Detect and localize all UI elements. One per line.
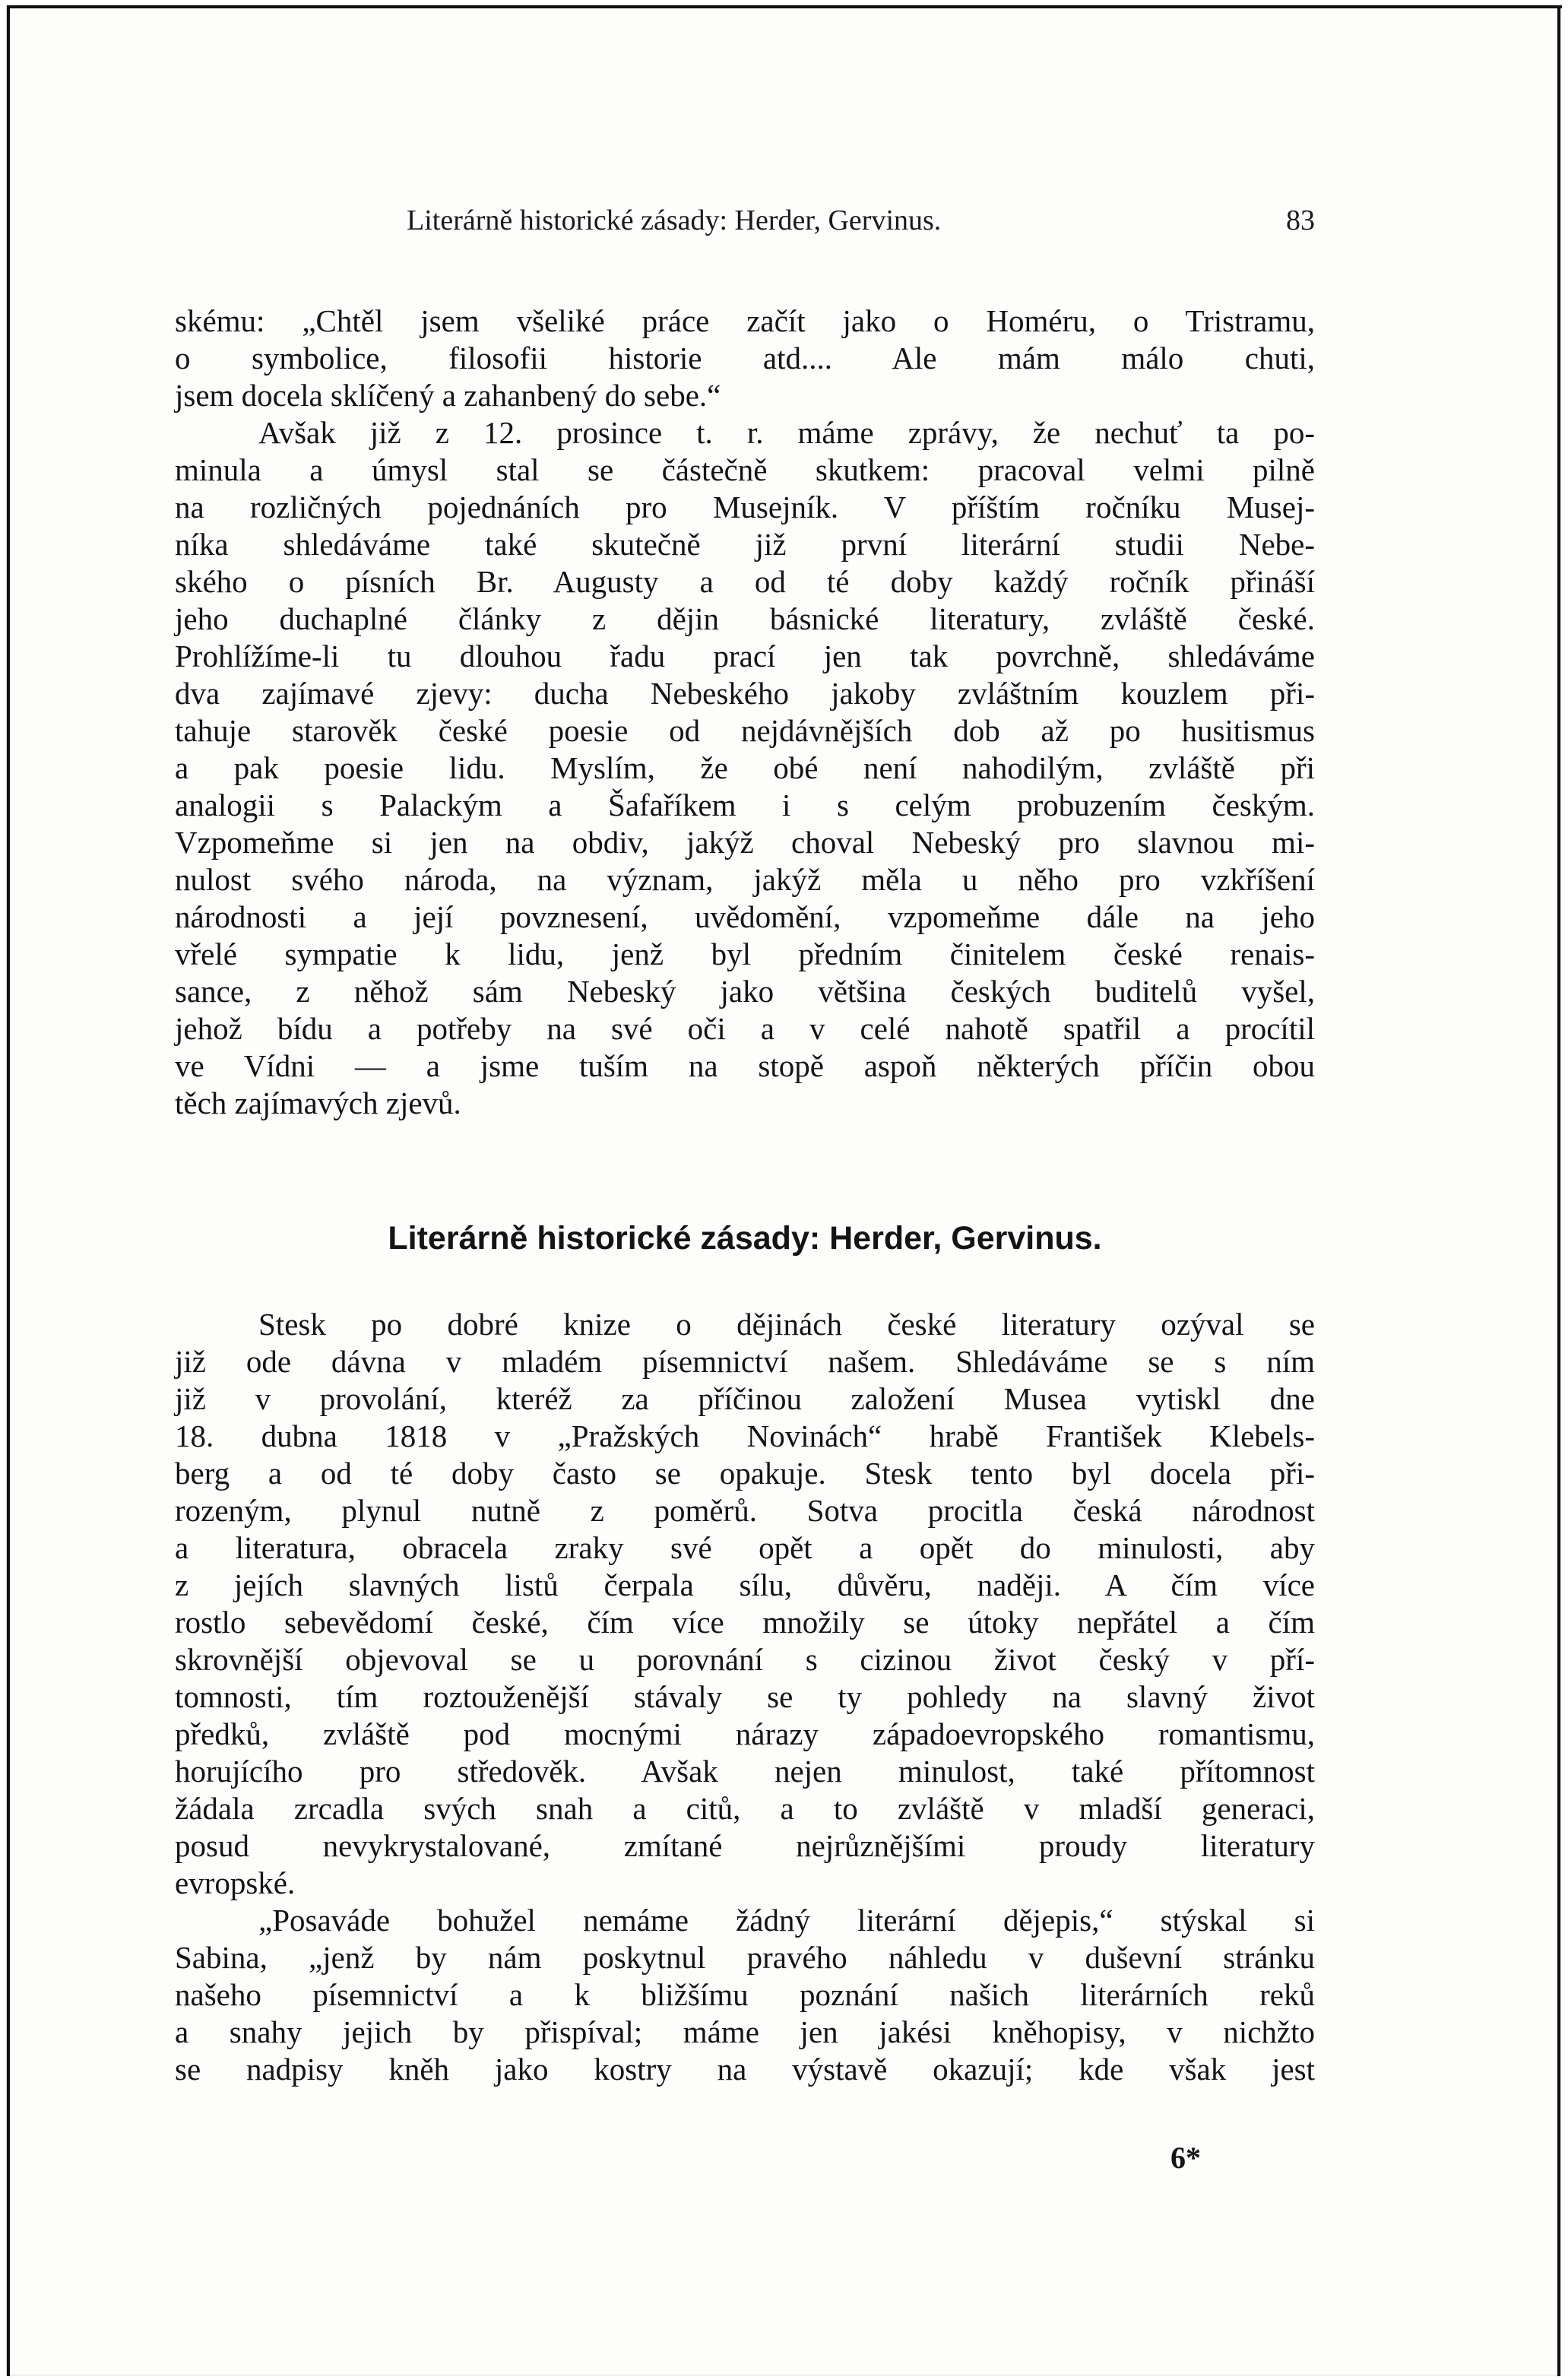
text-line: níka shledáváme také skutečně již první literární studii Nebe-	[175, 527, 1315, 562]
text-line: horujícího pro středověk. Avšak nejen minulost, také přítomnost	[175, 1754, 1315, 1789]
text-line: skému: „Chtěl jsem všeliké práce začít jako o Homéru, o Tristramu,	[175, 303, 1315, 338]
text-line: předků, zvláště pod mocnými nárazy západoevropského romantismu,	[175, 1716, 1315, 1751]
text-line: Sabina, „jenž by nám poskytnul pravého náhledu v duševní stránku	[175, 1940, 1315, 1975]
text-line: jsem docela sklíčený a zahanbený do sebe.“	[175, 378, 721, 413]
page-number: 83	[1286, 204, 1315, 236]
text-line: tomnosti, tím roztouženější stávaly se ty pohledy na slavný život	[175, 1679, 1315, 1714]
signature-mark: 6*	[1170, 2141, 1201, 2175]
section-heading: Literárně historické zásady: Herder, Gervinus.	[388, 1220, 1102, 1257]
text-line: tahuje starověk české poesie od nejdávnějších dob až po husitismus	[175, 713, 1315, 748]
text-line: vřelé sympatie k lidu, jenž byl předním činitelem české renais-	[175, 936, 1315, 971]
text-line: minula a úmysl stal se částečně skutkem: pracoval velmi pilně	[175, 452, 1315, 487]
text-line: analogii s Palackým a Šafaříkem i s celým probuzením českým.	[175, 788, 1315, 822]
running-head-title: Literárně historické zásady: Herder, Gervinus.	[407, 204, 942, 236]
paragraph-stesk	[175, 1306, 1315, 1902]
text-line: Vzpomeňme si jen na obdiv, jakýž choval Nebeský pro slavnou mi-	[175, 825, 1315, 860]
text-line: žádala zrcadla svých snah a citů, a to zvláště v mladší generaci,	[175, 1791, 1315, 1826]
text-line: již v provolání, kteréž za příčinou založení Musea vytiskl dne	[175, 1381, 1315, 1416]
text-line: se nadpisy kněh jako kostry na výstavě okazují; kde však jest	[175, 2052, 1315, 2087]
text-line: o symbolice, filosofii historie atd.... Ale mám málo chuti,	[175, 341, 1315, 376]
text-line: Prohlížíme-li tu dlouhou řadu prací jen tak povrchně, shledáváme	[175, 639, 1315, 673]
text-line: nulost svého národa, na význam, jakýž měla u něho pro vzkříšení	[175, 862, 1315, 897]
text-line: jehož bídu a potřeby na své oči a v celé nahotě spatřil a procítil	[175, 1011, 1315, 1046]
text-line: ve Vídni — a jsme tuším na stopě aspoň některých příčin obou	[175, 1048, 1315, 1083]
text-line: našeho písemnictví a k bližšímu poznání našich literárních reků	[175, 1977, 1315, 2012]
paragraph-sabina-quote	[175, 1902, 1315, 2088]
text-line: a snahy jejich by přispíval; máme jen jakési kněhopisy, v nichžto	[175, 2014, 1315, 2049]
text-line: dva zajímavé zjevy: ducha Nebeského jakoby zvláštním kouzlem při-	[175, 676, 1315, 711]
text-line: těch zajímavých zjevů.	[175, 1085, 461, 1120]
text-line: Stesk po dobré knize o dějinách české literatury ozýval se	[258, 1307, 1315, 1342]
text-line: rozeným, plynul nutně z poměrů. Sotva procitla česká národnost	[175, 1493, 1315, 1528]
text-line: berg a od té doby často se opakuje. Stesk tento byl docela při-	[175, 1456, 1315, 1491]
text-line: ského o písních Br. Augusty a od té doby každý ročník přináší	[175, 564, 1315, 599]
text-line: rostlo sebevědomí české, čím více množily se útoky nepřátel a čím	[175, 1605, 1315, 1640]
text-line: Avšak již z 12. prosince t. r. máme zprávy, že nechuť ta po-	[258, 415, 1315, 450]
text-line: „Posaváde bohužel nemáme žádný literární dějepis,“ stýskal si	[258, 1903, 1315, 1938]
text-line: sance, z něhož sám Nebeský jako většina českých buditelů vyšel,	[175, 974, 1315, 1009]
text-line: na rozličných pojednáních pro Musejník. V příštím ročníku Musej-	[175, 490, 1315, 524]
running-head	[175, 204, 1315, 242]
text-line: 18. dubna 1818 v „Pražských Novinách“ hrabě František Klebels-	[175, 1418, 1315, 1453]
paragraph-continued	[175, 303, 1315, 414]
text-line: národnosti a její povznesení, uvědomění, vzpomeňme dále na jeho	[175, 899, 1315, 934]
text-line: a literatura, obracela zraky své opět a opět do minulosti, aby	[175, 1530, 1315, 1565]
text-line: jeho duchaplné články z dějin básnické literatury, zvláště české.	[175, 601, 1315, 636]
text-line: evropské.	[175, 1865, 296, 1900]
text-line: z jejích slavných listů čerpala sílu, důvěru, naději. A čím více	[175, 1567, 1315, 1602]
scan-edge-left	[7, 5, 10, 2376]
scan-edge-right	[1557, 5, 1560, 2376]
text-line: posud nevykrystalované, zmítané nejrůznějšími proudy literatury	[175, 1828, 1315, 1863]
text-line: skrovnější objevoval se u porovnání s cizinou život český v pří-	[175, 1642, 1315, 1677]
scan-edge-top	[7, 5, 1562, 8]
text-line: již ode dávna v mladém písemnictví našem. Shledáváme se s ním	[175, 1344, 1315, 1379]
text-line: a pak poesie lidu. Myslím, že obé není nahodilým, zvláště při	[175, 750, 1315, 785]
paragraph-nebesky-studies	[175, 414, 1315, 1122]
